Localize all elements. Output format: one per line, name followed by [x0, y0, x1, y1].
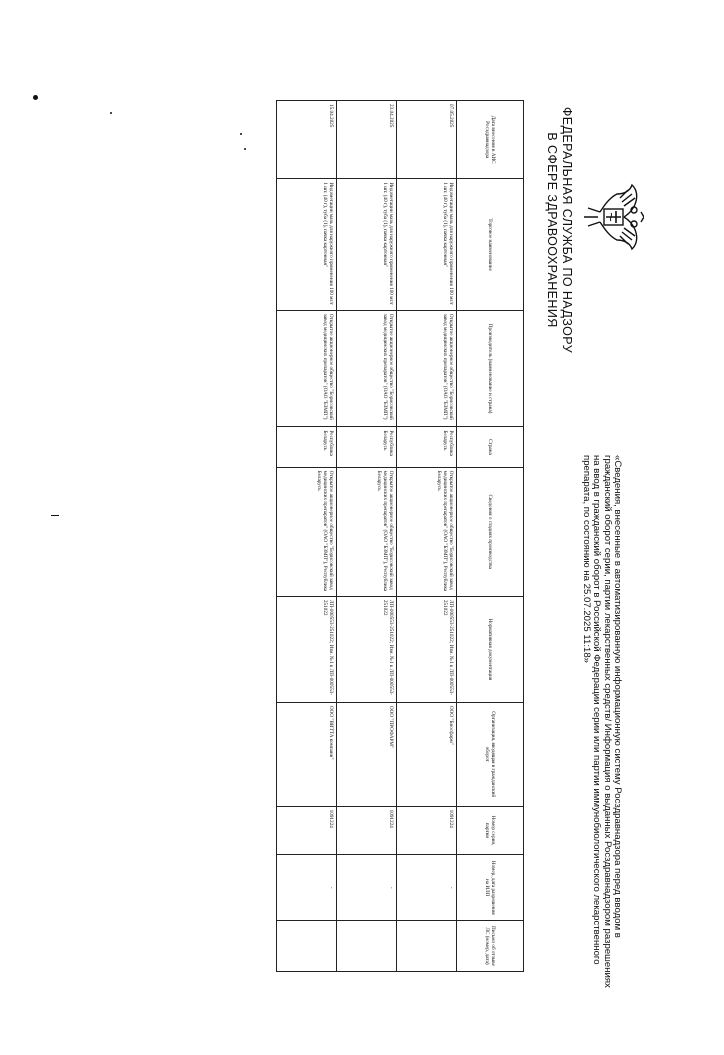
scan-speck — [244, 148, 246, 150]
cell-trade-name: Индометацин мазь для наружного применения 100 мг/г 1 шт. (40 г), туба (1), пачка картонная" — [397, 179, 457, 310]
heading-line-4: препарата, по состоянию на 25.07.2025 11:18» — [580, 455, 592, 663]
table-row — [277, 101, 337, 972]
cell-manufacturer: Открытое акционерное общество "Борисовский завод медицинских препаратов" (ОАО "БЗМП") — [277, 310, 337, 427]
cell-trade-name: Индометацин мазь для наружного применения 100 мг/г 1 шт. (40 г), туба (1), пачка картонная" — [277, 179, 337, 310]
cell-recall-note — [397, 921, 457, 972]
cell-permit: - — [397, 855, 457, 921]
document-heading — [580, 455, 622, 1055]
cell-country: Республика Беларусь — [397, 427, 457, 467]
heading-line-1: «Сведения, внесенные в автоматизированную информационную систему Росздравнадзора перед вводом в — [612, 455, 623, 938]
header-organization: Организация, вводящая в гражданский оборот — [457, 702, 524, 806]
cell-organization: ООО "ВИТТА компани" — [277, 702, 337, 806]
cell-permit: - — [337, 855, 397, 921]
cell-trade-name: Индометацин мазь для наружного применения 100 мг/г 1 шт. (40 г), туба (1), пачка картонная" — [337, 179, 397, 310]
cell-manufacturer: Открытое акционерное общество "Борисовский завод медицинских препаратов" (ОАО "БЗМП") — [337, 310, 397, 427]
scan-speck — [51, 515, 59, 516]
cell-normative-docs: ЛП-000553-251022; Изм. №1 к ЛП-000553-251022 — [337, 596, 397, 702]
agency-line-2: В СФЕРЕ ЗДРАВООХРАНЕНИЯ — [545, 132, 559, 328]
agency-line-1: ФЕДЕРАЛЬНАЯ СЛУЖБА ПО НАДЗОРУ — [560, 106, 574, 354]
header-permit: Номер, дата разрешения на ИЛП — [457, 855, 524, 921]
cell-series: 1091224 — [397, 806, 457, 855]
cell-production-site: Открытое акционерное общество "Борисовский завод медицинских препаратов" (ОАО "БЗМП"), Республика Беларусь — [277, 467, 337, 596]
cell-country: Республика Беларусь — [277, 427, 337, 467]
cell-organization: ООО "Биосфарм" — [397, 702, 457, 806]
heading-line-2: гражданский оборот серии, партии лекарственных средств/ Информация о выданных Росздравнадзором разрешениях — [601, 455, 613, 988]
cell-production-site: Открытое акционерное общество "Борисовский завод медицинских препаратов" (ОАО "БЗМП"), Республика Беларусь — [397, 467, 457, 596]
cell-permit: - — [277, 855, 337, 921]
cell-series: 1091224 — [277, 806, 337, 855]
heading-line-3: на ввод в гражданский оборот в Российской Федерации серии или партии иммунобиологического лекарственного — [591, 455, 603, 965]
cell-recall-note — [337, 921, 397, 972]
header-manufacturer: Производитель (наименование и страна) — [457, 310, 524, 427]
scan-speck — [33, 95, 38, 100]
table-row — [337, 101, 397, 972]
header-trade-name: Торговое наименование — [457, 179, 524, 310]
header-normative-docs: Нормативная документация — [457, 596, 524, 702]
cell-normative-docs: ЛП-000553-251022; Изм. №1 к ЛП-000553-251022 — [397, 596, 457, 702]
cell-series: 1091224 — [337, 806, 397, 855]
release-records-table — [276, 100, 524, 972]
header-country: Страна — [457, 427, 524, 467]
header-production-site: Сведения о стадиях производства — [457, 467, 524, 596]
header-series: Номер серии, партии — [457, 806, 524, 855]
cell-date: 07.05.2025 — [397, 101, 457, 179]
agency-name — [544, 95, 574, 365]
header-date: Дата внесения в АИС Росздравнадзора — [457, 101, 524, 179]
cell-manufacturer: Открытое акционерное общество "Борисовский завод медицинских препаратов" (ОАО "БЗМП") — [397, 310, 457, 427]
eagle-emblem-icon — [582, 182, 644, 252]
cell-production-site: Открытое акционерное общество "Борисовский завод медицинских препаратов" (ОАО "БЗМП"), Республика Беларусь — [337, 467, 397, 596]
cell-date: 15.04.2025 — [277, 101, 337, 179]
table-row — [397, 101, 457, 972]
cell-date: 23.04.2025 — [337, 101, 397, 179]
cell-normative-docs: ЛП-000553-251022; Изм. №1 к ЛП-000553-251022 — [277, 596, 337, 702]
scan-speck — [110, 112, 112, 114]
cell-country: Республика Беларусь — [337, 427, 397, 467]
cell-organization: ООО "ПРОФАРМ" — [337, 702, 397, 806]
cell-recall-note — [277, 921, 337, 972]
header-recall-note: Письмо об отзыве ЛС (номер, дата) — [457, 921, 524, 972]
scan-speck — [240, 133, 242, 135]
table-header-row — [457, 101, 524, 972]
